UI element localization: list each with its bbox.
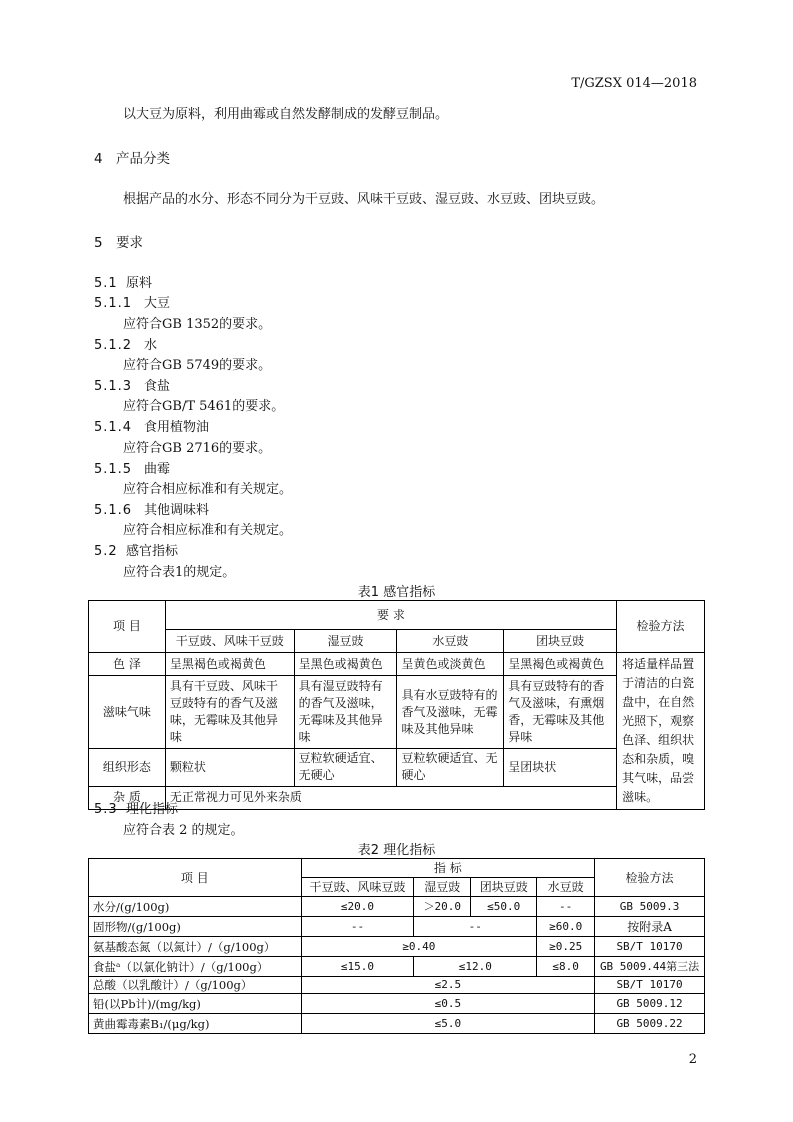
table-cell: 呈黑褐色或褐黄色 <box>504 653 617 676</box>
section-5-1-heading <box>94 272 152 291</box>
table-header-method: 检验方法 <box>595 859 705 897</box>
table-cell: 按附录A <box>595 917 705 937</box>
table-cell: 豆粒软硬适宜、无硬心 <box>294 748 397 786</box>
row-label: 固形物/(g/100g) <box>89 917 302 937</box>
section-5-1-6-heading <box>94 499 209 518</box>
table-cell: GB 5009.3 <box>595 897 705 917</box>
table-row <box>89 786 705 809</box>
section-5-1-2-heading <box>94 334 157 353</box>
table-row <box>89 897 705 917</box>
table-row <box>89 977 705 994</box>
section-number: 5.2 <box>94 544 118 559</box>
row-label: 杂 质 <box>89 786 166 809</box>
table-cell: ≤50.0 <box>471 897 537 917</box>
table-cell: ≥0.40 <box>301 937 537 957</box>
table-cell: 豆粒软硬适宜、无硬心 <box>397 748 504 786</box>
section-number: 5.1.6 <box>94 503 133 518</box>
table-row <box>89 917 705 937</box>
table-subheader: 团块豆豉 <box>504 630 617 653</box>
section-title: 食盐 <box>144 379 171 394</box>
table-cell: -- <box>301 917 414 937</box>
section-5-1-5-text: 应符合相应标准和有关规定。 <box>123 482 293 497</box>
method-cell: 将适量样品置于清洁的白瓷盘中，在自然光照下，观察色泽、组织状态和杂质，嗅其气味，品尝滋味。 <box>617 653 705 810</box>
table-cell: 无正常视力可见外来杂质 <box>165 786 616 809</box>
section-5-1-4-text: 应符合GB 2716的要求。 <box>123 441 272 456</box>
section-5-1-4-heading <box>94 416 209 435</box>
row-label: 黄曲霉毒素B₁/(μg/kg) <box>89 1014 302 1034</box>
table-2-caption: 表2 理化指标 <box>357 843 436 858</box>
table-row <box>89 653 705 676</box>
table-cell: 呈黄色或淡黄色 <box>397 653 504 676</box>
section-title: 大豆 <box>144 296 171 311</box>
table-cell: ≤5.0 <box>301 1014 595 1034</box>
table-cell: ≥0.25 <box>537 937 595 957</box>
section-title: 原料 <box>126 276 153 291</box>
section-title: 食用植物油 <box>144 420 210 435</box>
table-cell: -- <box>414 917 537 937</box>
table-cell: SB/T 10170 <box>595 937 705 957</box>
section-5-2-text: 应符合表1的规定。 <box>123 565 236 580</box>
section-5-1-3-heading <box>94 375 170 394</box>
section-title: 产品分类 <box>116 151 170 167</box>
section-number: 5.3 <box>94 802 118 817</box>
table-cell: 颗粒状 <box>165 748 294 786</box>
table-cell: ≥60.0 <box>537 917 595 937</box>
table-subheader: 水豆豉 <box>537 878 595 897</box>
table-cell: ＞20.0 <box>414 897 471 917</box>
table-row <box>89 937 705 957</box>
table-header-requirements: 要 求 <box>165 601 616 630</box>
section-title: 水 <box>144 338 158 353</box>
section-number: 5.1.3 <box>94 379 133 394</box>
table-cell: GB 5009.22 <box>595 1014 705 1034</box>
section-5-3-heading <box>94 798 178 817</box>
table-1-caption: 表1 感官指标 <box>357 585 436 600</box>
table-cell: 呈团块状 <box>504 748 617 786</box>
table-cell: ≤20.0 <box>301 897 414 917</box>
row-label: 水分/(g/100g) <box>89 897 302 917</box>
section-5-1-1-text: 应符合GB 1352的要求。 <box>123 317 272 332</box>
section-title: 要求 <box>116 235 143 251</box>
section-number: 5.1.5 <box>94 462 133 477</box>
table-header-item: 项 目 <box>89 859 302 897</box>
table-cell: 具有湿豆豉特有的香气及滋味，无霉味及其他异味 <box>294 676 397 749</box>
section-title: 理化指标 <box>126 802 179 817</box>
table-subheader: 湿豆豉 <box>294 630 397 653</box>
sensory-table <box>88 600 705 810</box>
table-subheader: 干豆豉、风味干豆豉 <box>165 630 294 653</box>
table-cell: ≤12.0 <box>414 957 537 977</box>
section-number: 5 <box>94 235 103 251</box>
page-number: 2 <box>688 1052 697 1067</box>
section-5-3-text: 应符合表 2 的规定。 <box>123 823 244 838</box>
section-title: 曲霉 <box>144 462 171 477</box>
physicochemical-table <box>88 858 705 1034</box>
row-label: 食盐ᵃ（以氯化钠计）/（g/100g） <box>89 957 302 977</box>
table-header-index: 指 标 <box>301 859 595 878</box>
section-number: 5.1.2 <box>94 338 133 353</box>
table-cell: 呈黑褐色或褐黄色 <box>165 653 294 676</box>
row-label: 铅(以Pb计)/(mg/kg) <box>89 994 302 1014</box>
row-label: 色 泽 <box>89 653 166 676</box>
section-4-heading <box>94 147 170 167</box>
table-cell: -- <box>537 897 595 917</box>
section-number: 5.1 <box>94 276 118 291</box>
table-cell: 呈黑色或褐黄色 <box>294 653 397 676</box>
section-number: 5.1.1 <box>94 296 133 311</box>
section-5-2-heading <box>94 540 178 559</box>
table-cell: 具有水豆豉特有的香气及滋味，无霉味及其他异味 <box>397 676 504 749</box>
row-label: 总酸（以乳酸计）/（g/100g） <box>89 977 302 994</box>
section-5-heading <box>94 231 143 251</box>
section-5-1-2-text: 应符合GB 5749的要求。 <box>123 358 272 373</box>
table-row <box>89 957 705 977</box>
table-cell: 具有干豆豉、风味干豆豉特有的香气及滋味，无霉味及其他异味 <box>165 676 294 749</box>
section-number: 4 <box>94 151 103 167</box>
table-cell: GB 5009.44第三法 <box>595 957 705 977</box>
section-4-paragraph: 根据产品的水分、形态不同分为干豆豉、风味干豆豉、湿豆豉、水豆豉、团块豆豉。 <box>123 192 605 207</box>
section-title: 感官指标 <box>126 544 179 559</box>
table-row <box>89 676 705 749</box>
table-header-item: 项 目 <box>89 601 166 653</box>
table-header-method: 检验方法 <box>617 601 705 653</box>
table-cell: ≤2.5 <box>301 977 595 994</box>
table-subheader: 水豆豉 <box>397 630 504 653</box>
section-5-1-5-heading <box>94 458 170 477</box>
document-code: T/GZSX 014—2018 <box>571 76 697 91</box>
table-row <box>89 748 705 786</box>
table-subheader: 干豆豉、风味豆豉 <box>301 878 414 897</box>
table-cell: 具有豆豉特有的香气及滋味，有熏烟香，无霉味及其他异味 <box>504 676 617 749</box>
section-5-1-3-text: 应符合GB/T 5461的要求。 <box>123 399 285 414</box>
section-5-1-1-heading <box>94 292 170 311</box>
table-subheader: 团块豆豉 <box>471 878 537 897</box>
row-label: 氨基酸态氮（以氮计）/（g/100g） <box>89 937 302 957</box>
section-5-1-6-text: 应符合相应标准和有关规定。 <box>123 523 293 538</box>
table-cell: GB 5009.12 <box>595 994 705 1014</box>
table-cell: ≤15.0 <box>301 957 414 977</box>
row-label: 滋味气味 <box>89 676 166 749</box>
row-label: 组织形态 <box>89 748 166 786</box>
table-cell: SB/T 10170 <box>595 977 705 994</box>
table-row <box>89 1014 705 1034</box>
section-number: 5.1.4 <box>94 420 133 435</box>
intro-paragraph: 以大豆为原料，利用曲霉或自然发酵制成的发酵豆制品。 <box>123 107 449 122</box>
table-cell: ≤8.0 <box>537 957 595 977</box>
table-cell: ≤0.5 <box>301 994 595 1014</box>
table-subheader: 湿豆豉 <box>414 878 471 897</box>
section-title: 其他调味料 <box>144 503 210 518</box>
table-row <box>89 994 705 1014</box>
